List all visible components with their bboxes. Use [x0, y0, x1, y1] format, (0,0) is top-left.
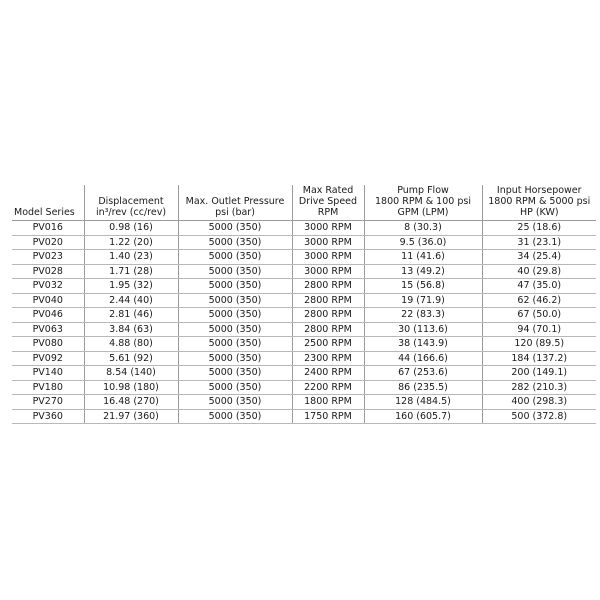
table-row	[12, 395, 596, 410]
table-row	[12, 235, 596, 250]
cell-horsepower: 200 (149.1)	[482, 366, 596, 381]
cell-pressure: 5000 (350)	[178, 221, 292, 236]
cell-horsepower: 184 (137.2)	[482, 351, 596, 366]
table-row	[12, 221, 596, 236]
cell-model: PV092	[12, 351, 84, 366]
cell-pressure: 5000 (350)	[178, 337, 292, 352]
cell-model: PV016	[12, 221, 84, 236]
cell-flow: 22 (83.3)	[364, 308, 482, 323]
cell-displacement: 5.61 (92)	[84, 351, 178, 366]
table-row	[12, 409, 596, 424]
cell-model: PV020	[12, 235, 84, 250]
cell-model: PV046	[12, 308, 84, 323]
cell-pressure: 5000 (350)	[178, 235, 292, 250]
cell-model: PV360	[12, 409, 84, 424]
cell-horsepower: 62 (46.2)	[482, 293, 596, 308]
cell-displacement: 0.98 (16)	[84, 221, 178, 236]
cell-displacement: 1.22 (20)	[84, 235, 178, 250]
cell-flow: 86 (235.5)	[364, 380, 482, 395]
table-row	[12, 351, 596, 366]
cell-flow: 38 (143.9)	[364, 337, 482, 352]
table-body	[12, 221, 596, 424]
cell-speed: 3000 RPM	[292, 264, 364, 279]
cell-pressure: 5000 (350)	[178, 409, 292, 424]
cell-horsepower: 67 (50.0)	[482, 308, 596, 323]
cell-pressure: 5000 (350)	[178, 351, 292, 366]
table-row	[12, 250, 596, 265]
cell-horsepower: 120 (89.5)	[482, 337, 596, 352]
pump-spec-table	[12, 185, 596, 424]
table-row	[12, 337, 596, 352]
table-row	[12, 264, 596, 279]
cell-displacement: 8.54 (140)	[84, 366, 178, 381]
cell-flow: 9.5 (36.0)	[364, 235, 482, 250]
header-input-horsepower	[482, 185, 596, 221]
table-row	[12, 380, 596, 395]
cell-flow: 19 (71.9)	[364, 293, 482, 308]
cell-horsepower: 47 (35.0)	[482, 279, 596, 294]
header-pump-flow	[364, 185, 482, 221]
table-header	[12, 185, 596, 221]
cell-model: PV023	[12, 250, 84, 265]
cell-speed: 2800 RPM	[292, 293, 364, 308]
cell-flow: 8 (30.3)	[364, 221, 482, 236]
header-displacement	[84, 185, 178, 221]
cell-displacement: 3.84 (63)	[84, 322, 178, 337]
cell-model: PV032	[12, 279, 84, 294]
cell-speed: 3000 RPM	[292, 235, 364, 250]
header-row	[12, 185, 596, 221]
cell-speed: 3000 RPM	[292, 221, 364, 236]
cell-flow: 128 (484.5)	[364, 395, 482, 410]
cell-pressure: 5000 (350)	[178, 279, 292, 294]
cell-flow: 15 (56.8)	[364, 279, 482, 294]
header-line: Pump Flow	[397, 185, 449, 196]
cell-flow: 160 (605.7)	[364, 409, 482, 424]
header-line: Drive Speed	[298, 196, 358, 207]
cell-model: PV140	[12, 366, 84, 381]
cell-displacement: 2.81 (46)	[84, 308, 178, 323]
cell-model: PV270	[12, 395, 84, 410]
header-max-drive-speed	[292, 185, 364, 221]
cell-displacement: 4.88 (80)	[84, 337, 178, 352]
cell-speed: 2800 RPM	[292, 279, 364, 294]
table-row	[12, 293, 596, 308]
cell-horsepower: 94 (70.1)	[482, 322, 596, 337]
cell-speed: 2200 RPM	[292, 380, 364, 395]
cell-model: PV028	[12, 264, 84, 279]
cell-horsepower: 282 (210.3)	[482, 380, 596, 395]
cell-displacement: 1.95 (32)	[84, 279, 178, 294]
header-line: 1800 RPM & 100 psi	[375, 196, 471, 207]
cell-model: PV080	[12, 337, 84, 352]
cell-speed: 2400 RPM	[292, 366, 364, 381]
cell-speed: 1800 RPM	[292, 395, 364, 410]
cell-flow: 30 (113.6)	[364, 322, 482, 337]
cell-displacement: 16.48 (270)	[84, 395, 178, 410]
cell-speed: 2800 RPM	[292, 308, 364, 323]
cell-pressure: 5000 (350)	[178, 380, 292, 395]
header-line: Input Horsepower	[496, 185, 582, 196]
cell-displacement: 1.71 (28)	[84, 264, 178, 279]
cell-pressure: 5000 (350)	[178, 322, 292, 337]
cell-flow: 44 (166.6)	[364, 351, 482, 366]
spec-table-container	[12, 185, 596, 424]
header-line: GPM (LPM)	[397, 207, 449, 218]
cell-horsepower: 500 (372.8)	[482, 409, 596, 424]
cell-displacement: 21.97 (360)	[84, 409, 178, 424]
header-line: Max Rated	[302, 185, 354, 196]
cell-horsepower: 34 (25.4)	[482, 250, 596, 265]
header-line: HP (KW)	[519, 207, 559, 218]
cell-flow: 67 (253.6)	[364, 366, 482, 381]
cell-pressure: 5000 (350)	[178, 264, 292, 279]
cell-model: PV180	[12, 380, 84, 395]
cell-pressure: 5000 (350)	[178, 308, 292, 323]
header-line: psi (bar)	[215, 207, 255, 218]
cell-pressure: 5000 (350)	[178, 250, 292, 265]
cell-pressure: 5000 (350)	[178, 293, 292, 308]
table-row	[12, 308, 596, 323]
cell-speed: 2800 RPM	[292, 322, 364, 337]
header-line: Displacement	[98, 196, 164, 207]
table-row	[12, 279, 596, 294]
cell-horsepower: 31 (23.1)	[482, 235, 596, 250]
cell-pressure: 5000 (350)	[178, 366, 292, 381]
table-row	[12, 366, 596, 381]
cell-horsepower: 25 (18.6)	[482, 221, 596, 236]
cell-speed: 2300 RPM	[292, 351, 364, 366]
cell-horsepower: 400 (298.3)	[482, 395, 596, 410]
cell-displacement: 10.98 (180)	[84, 380, 178, 395]
cell-pressure: 5000 (350)	[178, 395, 292, 410]
cell-displacement: 2.44 (40)	[84, 293, 178, 308]
header-line: in³/rev (cc/rev)	[95, 207, 167, 218]
header-line: Max. Outlet Pressure	[185, 196, 285, 207]
cell-model: PV040	[12, 293, 84, 308]
header-line: 1800 RPM & 5000 psi	[488, 196, 591, 207]
header-model-series	[12, 185, 84, 221]
cell-speed: 3000 RPM	[292, 250, 364, 265]
cell-flow: 13 (49.2)	[364, 264, 482, 279]
table-row	[12, 322, 596, 337]
cell-displacement: 1.40 (23)	[84, 250, 178, 265]
cell-horsepower: 40 (29.8)	[482, 264, 596, 279]
cell-flow: 11 (41.6)	[364, 250, 482, 265]
header-line: RPM	[317, 207, 339, 218]
cell-speed: 1750 RPM	[292, 409, 364, 424]
cell-model: PV063	[12, 322, 84, 337]
header-max-outlet-pressure	[178, 185, 292, 221]
cell-speed: 2500 RPM	[292, 337, 364, 352]
header-line: Model Series	[14, 207, 75, 218]
